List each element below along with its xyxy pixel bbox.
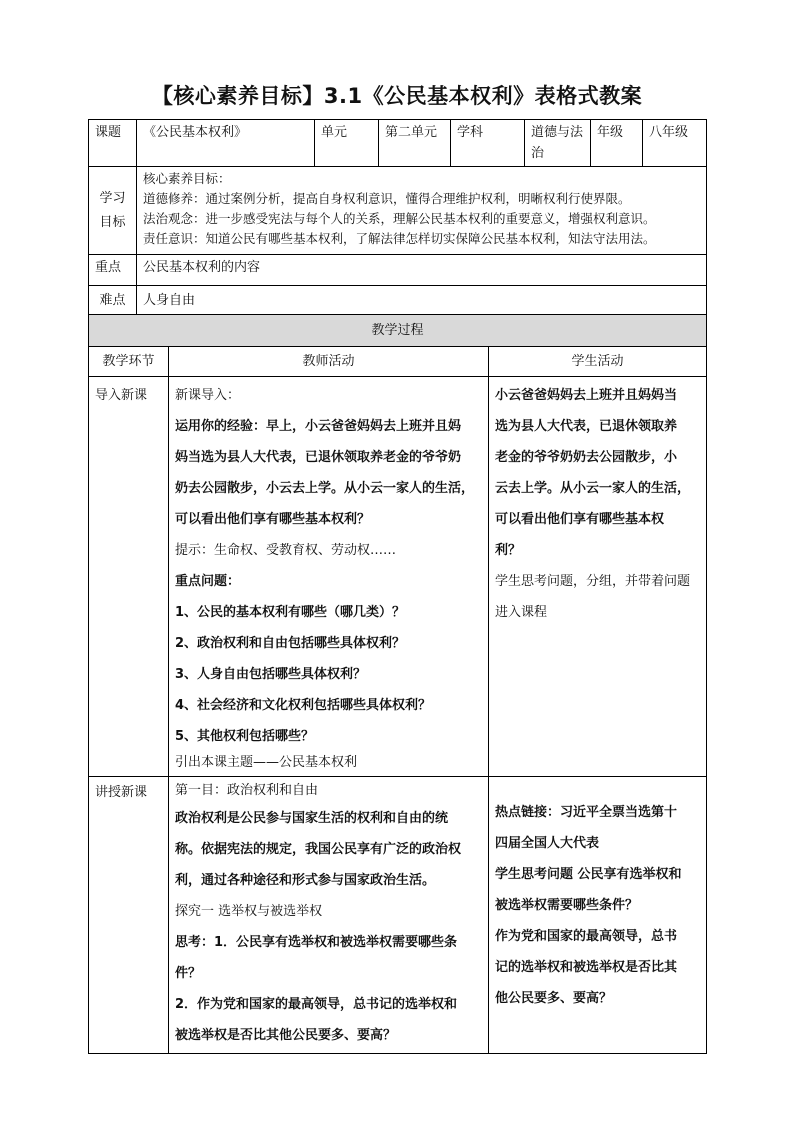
difficult-value: 人身自由 <box>137 286 707 315</box>
stage-intro: 导入新课 <box>89 377 169 777</box>
stage-new-lesson: 讲授新课 <box>89 777 169 1054</box>
student-activity-lesson: 热点链接：习近平全票当选第十 四届全国人大代表 学生思考问题 公民享有选举权和 被选举权需要哪些条件？ 作为党和国家的最高领导，总书 记的选举权和被选举权是否比其 他公民要多、要高？ <box>489 777 707 1054</box>
col-teacher-header: 教师活动 <box>169 347 489 377</box>
subject-value: 道德与法 治 <box>525 120 591 167</box>
key-label: 重点 <box>89 255 137 286</box>
difficult-label: 难点 <box>89 286 137 315</box>
goals-line: 道德修养：通过案例分析，提高自身权利意识，懂得合理维护权利，明晰权利行使界限。 <box>143 191 631 206</box>
goals-content <box>137 167 707 255</box>
goals-line: 法治观念：进一步感受宪法与每个人的关系，理解公民基本权利的重要意义，增强权利意识。 <box>143 211 656 226</box>
unit-label: 单元 <box>315 120 379 167</box>
grade-label: 年级 <box>591 120 643 167</box>
course-value: 《公民基本权利》 <box>137 120 315 167</box>
subject-label: 学科 <box>451 120 525 167</box>
goals-label: 学习 目标 <box>89 167 137 255</box>
goals-line: 核心素养目标： <box>143 171 231 186</box>
process-table <box>88 314 707 1054</box>
col-stage-header: 教学环节 <box>89 347 169 377</box>
goals-line: 责任意识：知道公民有哪些基本权利，了解法律怎样切实保障公民基本权利，知法守法用法。 <box>143 231 656 246</box>
student-activity-intro: 小云爸爸妈妈去上班并且妈妈当 选为县人大代表，已退休领取养 老金的爷爷奶奶去公园散步，小 云去上学。从小云一家人的生活， 可以看出他们享有哪些基本权 利？ 学生思考问题，分组，并带着问题 进入课程 <box>489 377 707 777</box>
document-title: 【核心素养目标】3.1《公民基本权利》表格式教案 <box>151 84 643 108</box>
process-header: 教学过程 <box>89 315 707 347</box>
unit-value: 第二单元 <box>379 120 451 167</box>
col-student-header: 学生活动 <box>489 347 707 377</box>
teacher-activity-lesson: 第一目：政治权利和自由 政治权利是公民参与国家生活的权利和自由的统 称。依据宪法的规定，我国公民享有广泛的政治权 利，通过各种途径和形式参与国家政治生活。 探究一 选举权与被选举权 思考：1．公民享有选举权和被选举权需要哪些条 件？ 2．作为党和国家的最高领导，总书记的选举权和 被选举权是否比其他公民要多、要高？ <box>169 777 489 1054</box>
info-table <box>88 119 707 315</box>
teacher-activity-intro: 新课导入： 运用你的经验：早上，小云爸爸妈妈去上班并且妈 妈当选为县人大代表，已退休领取养老金的爷爷奶 奶去公园散步，小云去上学。从小云一家人的生活， 可以看出他们享有哪些基本权利？ 提示：生命权、受教育权、劳动权…… 重点问题： 1、公民的基本权利有哪些（哪几类）？ 2、政治权利和自由包括哪些具体权利？ 3、人身自由包括哪些具体权利？ 4、社会经济和文化权利包括哪些具体权利？ 5、其他权利包括哪些？ 引出本课主题——公民基本权利 <box>169 377 489 777</box>
course-label: 课题 <box>89 120 137 167</box>
key-value: 公民基本权利的内容 <box>137 255 707 286</box>
grade-value: 八年级 <box>643 120 707 167</box>
